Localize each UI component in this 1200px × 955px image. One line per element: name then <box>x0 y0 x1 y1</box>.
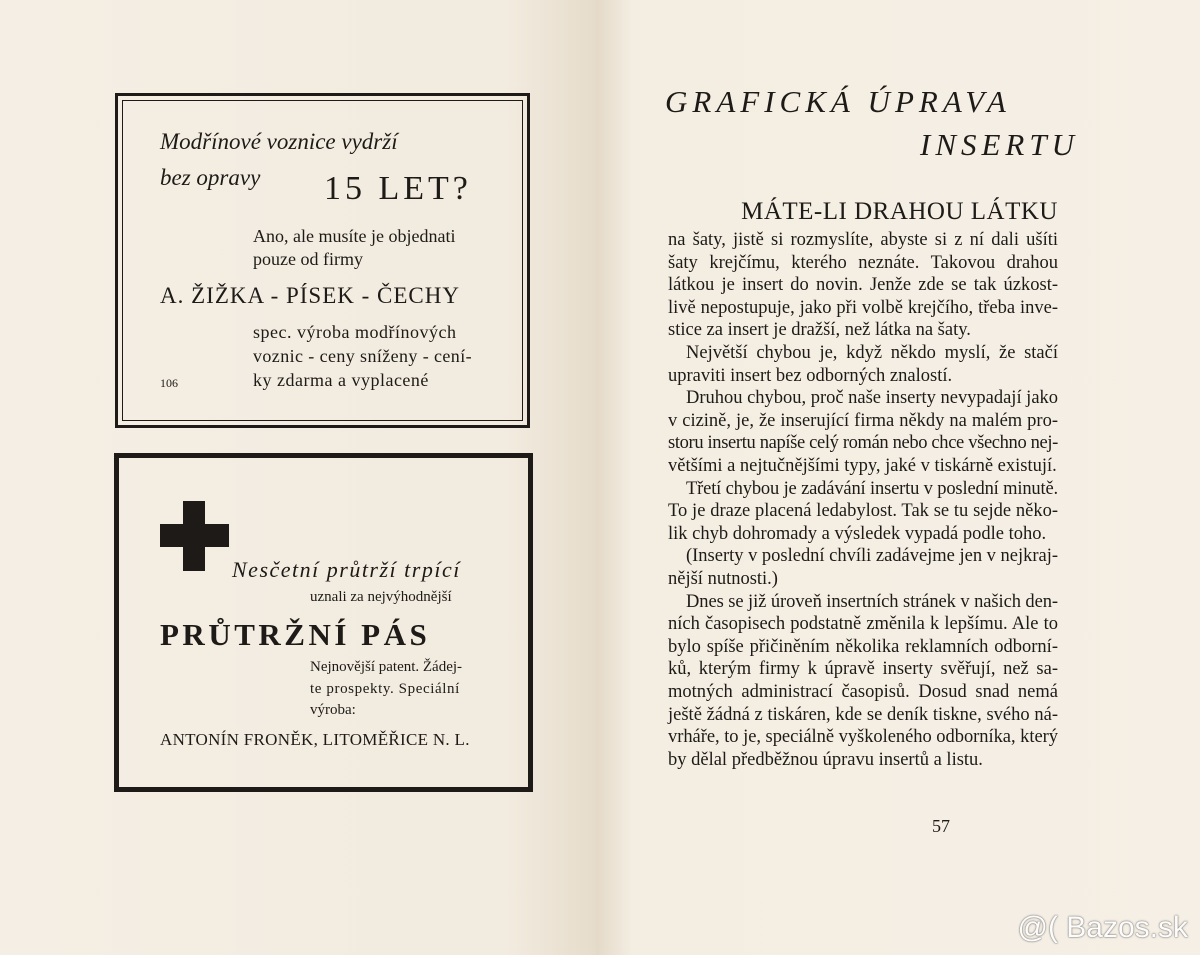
body-line <box>668 410 1058 432</box>
body-line-text: bylo spíše přičiněním několika reklamních odborní- <box>668 636 1058 657</box>
body-line-text: (Inserty v poslední chvíli zadávejme jen v nejkraj- <box>686 546 1058 567</box>
ad1-text5: ky zdarma a vyplacené <box>253 370 429 390</box>
body-line <box>668 545 1058 567</box>
body-line <box>668 681 1058 703</box>
body-line <box>668 342 1058 364</box>
watermark: @( Bazos.sk <box>1017 911 1188 944</box>
body-line-text: motných administrací časopisů. Dosud snad nemá <box>668 682 1058 702</box>
body-line <box>668 319 1058 341</box>
chapter-title-line1: GRAFICKÁ ÚPRAVA <box>665 84 1011 119</box>
body-line <box>668 478 1058 500</box>
body-line <box>668 252 1058 274</box>
body-line-text: storu insertu napíše celý román nebo chce všechno nej- <box>668 433 1058 454</box>
body-line-text: upraviti insert bez odborných znalostí. <box>668 365 953 386</box>
ad1-text2: pouze od firmy <box>253 249 363 269</box>
body-line-text: ků, kterým firmy k úpravě inserty svěřují, než sa- <box>668 659 1058 680</box>
body-line <box>668 568 1058 590</box>
body-line-text: ních časopisech podstatně změnila k lepšímu. Ale to <box>668 614 1058 635</box>
body-line-text: lik chyb dohromady a výsledek vypadá podle toho. <box>668 523 1047 544</box>
body-line <box>668 523 1058 545</box>
ad2-maker: ANTONÍN FRONĚK, LITOMĚŘICE N. L. <box>160 730 470 749</box>
body-line <box>668 726 1058 748</box>
body-line-text: by dělal předběžnou úpravu insertů a listu. <box>668 749 983 770</box>
ad1-text3: spec. výroba modřínových <box>253 322 457 342</box>
ad1-line1: Modřínové voznice vydrží <box>160 129 398 154</box>
body-line <box>668 500 1058 522</box>
body-line <box>668 432 1058 454</box>
ad2-headline: PRŮTRŽNÍ PÁS <box>160 617 431 652</box>
body-line-text: většími a nejtučnějšími typy, jaké v tiskárně existují. <box>668 456 1057 476</box>
body-line <box>668 613 1058 635</box>
body-line <box>668 455 1058 477</box>
ad1-text4: voznic - ceny sníženy - cení- <box>253 346 473 366</box>
body-line-text: na šaty, jistě si rozmyslíte, abyste si z ní dali ušíti <box>668 230 1058 250</box>
body-line-text: v cizině, je, že inserující firma někdy na malém pro- <box>668 410 1058 431</box>
body-line <box>668 274 1058 296</box>
body-line-text: livě nepostupuje, jako při volbě krejčího, třeba inve- <box>668 297 1058 318</box>
body-line-text: látkou je insert do novin. Jenže zde se tak úzkost- <box>668 275 1058 296</box>
body-line-text: To je draze placená ledabylost. Tak se tu sejde něko- <box>668 501 1058 522</box>
body-line-text: Dnes se již úroveň insertních stránek v našich den- <box>686 591 1058 612</box>
body-line-text: nější nutnosti.) <box>668 569 778 589</box>
body-line-text: šaty krejčímu, kterého neznáte. Takovou drahou <box>668 252 1058 273</box>
ad1-headline: 15 LET? <box>324 170 472 207</box>
ad1-text1: Ano, ale musíte je objednati <box>253 226 456 246</box>
ad2-text3: výroba: <box>310 702 356 718</box>
body-line <box>668 229 1058 251</box>
body-line <box>668 658 1058 680</box>
body-line-text: Třetí chybou je zadávání insertu v poslední minutě. <box>686 478 1058 499</box>
body-line <box>668 297 1058 319</box>
ad1-firm: A. ŽIŽKA - PÍSEK - ČECHY <box>160 283 460 308</box>
body-line <box>668 591 1058 613</box>
body-line-text: stice za insert je dražší, než látka na šaty. <box>668 320 971 341</box>
body-line <box>668 365 1058 387</box>
body-line <box>668 387 1058 409</box>
body-line-text: ještě žádná z tiskáren, kde se deník tiskne, svého ná- <box>668 704 1058 725</box>
body-line <box>668 749 1058 771</box>
body-line-text: vrháře, to je, speciálně vyškoleného odborníka, který <box>668 727 1058 748</box>
ad2-text1: Nejnovější patent. Žádej- <box>310 659 463 675</box>
ad2-text2: te prospekty. Speciální <box>310 681 460 697</box>
body-line-text: Největší chybou je, když někdo myslí, že stačí <box>686 343 1058 363</box>
body-line <box>668 704 1058 726</box>
page-number-left: 106 <box>160 376 178 390</box>
cross-icon-bar <box>160 524 229 547</box>
ad2-sub: uznali za nejvýhodnější <box>310 589 452 605</box>
body-line <box>668 636 1058 658</box>
ad2-tagline: Nesčetní průtrží trpící <box>232 557 461 582</box>
ad1-line2: bez opravy <box>160 165 261 190</box>
body-line-text: Druhou chybou, proč naše inserty nevypadají jako <box>686 388 1058 409</box>
lead-in: MÁTE-LI DRAHOU LÁTKU <box>741 198 1058 225</box>
chapter-title-line2: INSERTU <box>920 127 1079 162</box>
page-number-right: 57 <box>932 816 950 836</box>
